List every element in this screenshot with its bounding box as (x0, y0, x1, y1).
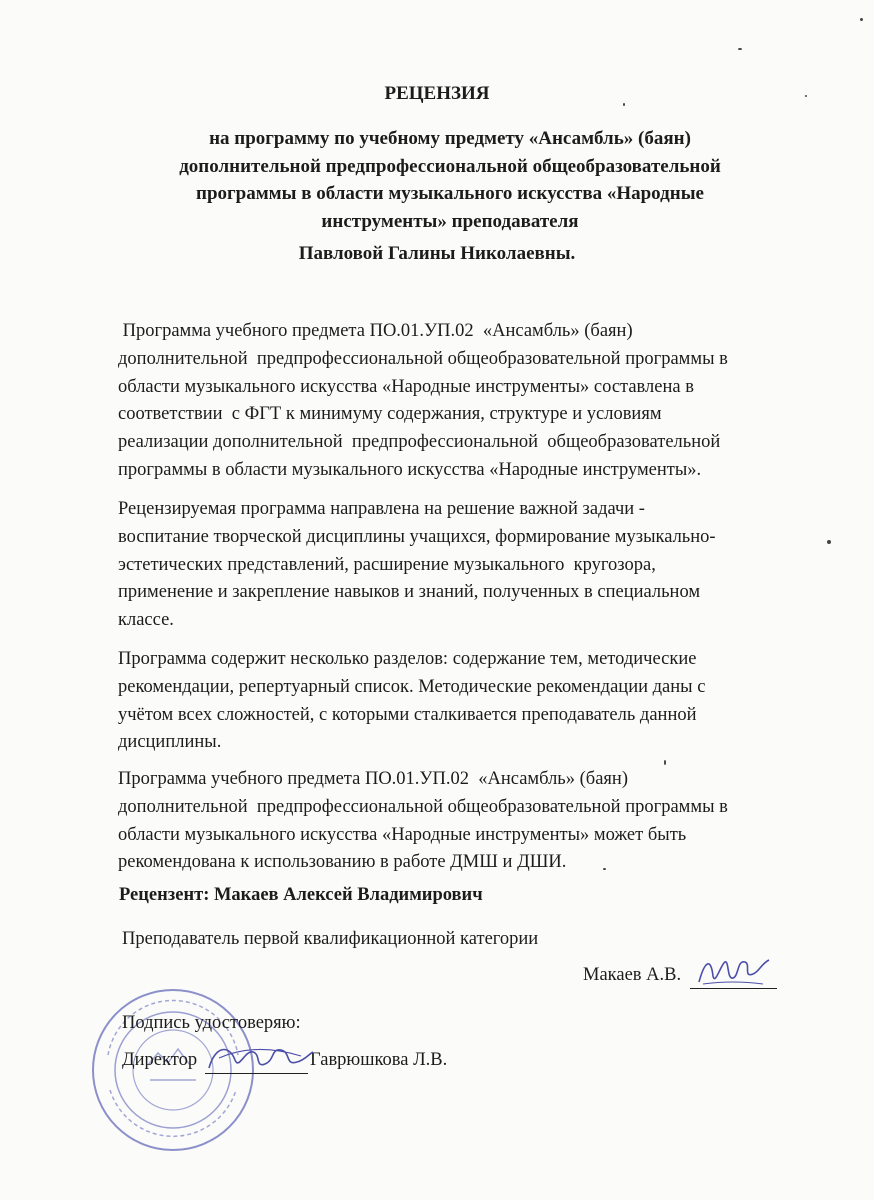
reviewer-signature-icon (693, 950, 773, 990)
paper-speck (664, 760, 666, 765)
paragraph-line: области музыкального искусства «Народные инструменты» составлена в (118, 376, 694, 397)
paragraph-line: дополнительной предпрофессиональной общеобразовательной программы в (118, 348, 728, 369)
paragraph-line: Программа учебного предмета ПО.01.УП.02 «Ансамбль» (баян) (118, 321, 633, 341)
paragraph-line: реализации дополнительной предпрофессиональной общеобразовательной (118, 432, 721, 453)
paragraph-line: классе. (118, 610, 174, 631)
reviewer-signature-name: Макаев А.В. (583, 965, 682, 985)
paragraph-line: программы в области музыкального искусства «Народные инструменты». (118, 459, 702, 480)
certify-label: Подпись удостоверяю: (122, 1013, 301, 1033)
paper-speck (805, 95, 807, 97)
reviewer-heading: Рецензент: Макаев Алексей Владимирович (119, 885, 483, 905)
subtitle-line: инструменты» преподавателя (321, 210, 579, 232)
paper-speck (738, 48, 742, 50)
subtitle-line: программы в области музыкального искусства «Народные (196, 183, 704, 204)
reviewer-position: Преподаватель первой квалификационной категории (122, 929, 539, 949)
paragraph-line: дополнительной предпрофессиональной общеобразовательной программы в (118, 796, 728, 817)
author-name: Павловой Галины Николаевны. (298, 243, 576, 264)
subtitle-line: дополнительной предпрофессиональной общеобразовательной (179, 155, 721, 177)
paragraph-line: дисциплины. (118, 732, 222, 753)
paragraph-line: применение и закрепление навыков и знаний, полученных в специальном (118, 582, 701, 603)
paragraph-4 (118, 766, 818, 877)
paper-speck (603, 868, 606, 870)
document-title: РЕЦЕНЗИЯ (384, 83, 490, 104)
paragraph-line: Программа содержит несколько разделов: содержание тем, методические (118, 649, 697, 669)
document-subtitle (120, 125, 780, 235)
paragraph-line: воспитание творческой дисциплины учащихся, формирование музыкально- (118, 526, 716, 547)
director-signature-icon (205, 1038, 315, 1078)
paragraph-line: рекомендована к использованию в работе ДМШ и ДШИ. (118, 852, 567, 873)
director-label: Директор (122, 1050, 198, 1070)
paragraph-2 (118, 496, 818, 635)
paragraph-line: эстетических представлений, расширение музыкального кругозора, (118, 554, 656, 575)
paragraph-line: учётом всех сложностей, с которыми сталкивается преподаватель данной (118, 704, 697, 725)
paragraph-line: рекомендации, репертуарный список. Методические рекомендации даны с (118, 676, 706, 697)
paragraph-line: области музыкального искусства «Народные инструменты» может быть (118, 824, 687, 845)
paragraph-line: Программа учебного предмета ПО.01.УП.02 «Ансамбль» (баян) (118, 769, 628, 789)
subtitle-line: на программу по учебному предмету «Ансамбль» (баян) (209, 128, 691, 149)
paper-speck (623, 103, 625, 106)
director-name: Гаврюшкова Л.В. (310, 1050, 448, 1070)
paragraph-3 (118, 646, 818, 757)
paragraph-1 (118, 318, 818, 485)
paragraph-line: соответствии с ФГТ к минимуму содержания, структуре и условиям (118, 404, 662, 425)
paper-speck (860, 18, 863, 21)
paper-speck (827, 540, 831, 544)
paragraph-line: Рецензируемая программа направлена на решение важной задачи - (118, 499, 645, 519)
